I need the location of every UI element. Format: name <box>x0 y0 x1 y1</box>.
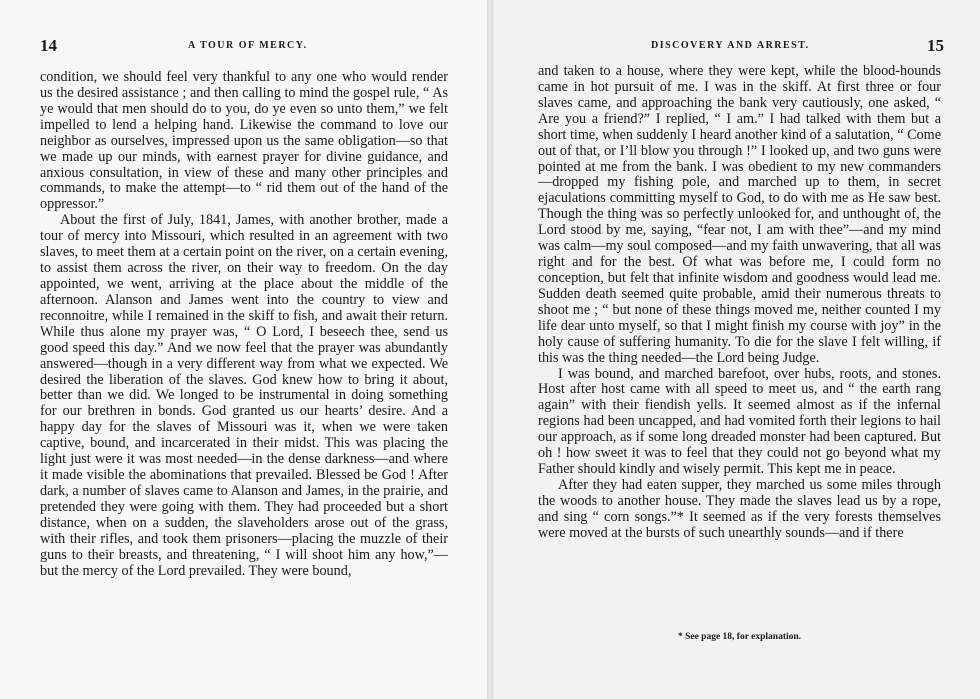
right-page-number: 15 <box>927 36 944 55</box>
right-paragraph-2: I was bound, and marched barefoot, over hubs, roots, and stones. Host after host came with all speed to meet us, and “ the earth rang again” with their fiendish yells. It seemed almost as if the infernal regions had been uncapped, and had vomited forth their legions to hail our approach, as if some long dreaded monster had been captured. But oh ! how sweet it was to feel that they could not go beyond what my Father should kindly and wisely permit. This kept me in peace. <box>538 365 941 478</box>
right-running-head: DISCOVERY AND ARREST. <box>651 40 810 51</box>
left-page-body <box>40 70 448 580</box>
left-page <box>0 0 487 699</box>
right-paragraph-1: and taken to a house, where they were kept, while the blood-hounds came in hot pursuit of me. I was in the skiff. At first three or four slaves came, and approaching the bank very cautiously, one asked, “ Are you a friend?” I replied, “ I am.” I had talked with them but a short time, when suddenly I heard another kind of a salutation, “ Come out of that, or I’ll blow you through !” I looked up, and two guns were pointed at me from the bank. I was obedient to my new commanders—dropped my fishing pole, and marched up to them, in secret ejaculations committing myself to God, to do with me as He saw best. Though the thing was so perfectly unlooked for, and unthought of, the Lord stood by me, saying, “fear not, I am with thee”—and my mind was calm—my soul composed—and my faith unwavering, that all was right and for the best. Of what was before me, I could form no conception, but felt that infinite wisdom and goodness would lead me. Sudden death seemed quite probable, amid their numerous threats to shoot me ; “ but none of these things moved me, neither counted I my life dear unto myself, so that I might finish my course with joy” in the holy cause of suffering humanity. To die for the slave I felt willing, if this was the thing needed—the Lord being Judge. <box>538 63 941 366</box>
right-page <box>493 0 980 699</box>
right-page-header <box>533 36 944 58</box>
left-paragraph-1: condition, we should feel very thankful to any one who would render us the desired assistance ; and then calling to mind the gospel rule, “ As ye would that men should do to you, do ye even so unto them,” we felt impelled to lend a helping hand. Likewise the command to love our neighbor as ourselves, impressed upon us the same obligation—so that we made up our minds, with earnest prayer for divine guidance, and anxious consultation, in view of these and many other principles and commands, to make the attempt—to “ rid them out of the hand of the oppressor.” <box>40 69 448 213</box>
right-paragraph-3: After they had eaten supper, they marched us some miles through the woods to another house. They made the slaves lead us by a rope, and sing “ corn songs.”* It seemed as if the very forests themselves were moved at the bursts of such unearthly sounds—and if there <box>538 476 941 541</box>
right-page-body <box>538 64 941 542</box>
left-paragraph-2: About the first of July, 1841, James, with another brother, made a tour of mercy into Missouri, which resulted in an agreement with two slaves, to meet them at a certain point on the river, on a certain evening, to assist them across the river, on their way to freedom. On the day appointed, we went, arriving at the place about the middle of the afternoon. Alanson and James went into the country to view and reconnoitre, while I remained in the skiff to fish, and await their return. While thus alone my prayer was, “ O Lord, I beseech thee, send us good speed this day.” And we now feel that the prayer was abundantly answered—though in a very different way from what we expected. We desired the liberation of the slaves. God knew how to bring it about, better than we did. We longed to be instrumental in doing something for our brethren in bonds. God granted us our hearts’ desire. And a happy day for the slaves of Missouri was it, when we were taken captive, bound, and incarcerated in their midst. This was placing the light just were it was most needed—in the dense darkness—and where it made visible the abominations that prevailed. Blessed be God ! After dark, a number of slaves came to Alanson and James, in the prairie, and pretended they were going with them. They had proceeded but a short distance, when on a sudden, the slaveholders arose out of the grass, with their rifles, and took them prisoners—placing the muzzle of their guns to their breasts, and threatening, “ I will shoot him any how,”—but the mercy of the Lord prevailed. They were bound, <box>40 212 448 579</box>
footnote: * See page 18, for explanation. <box>677 632 802 642</box>
left-running-head: A TOUR OF MERCY. <box>188 40 308 51</box>
left-page-header <box>40 36 448 58</box>
left-page-number: 14 <box>40 36 57 55</box>
